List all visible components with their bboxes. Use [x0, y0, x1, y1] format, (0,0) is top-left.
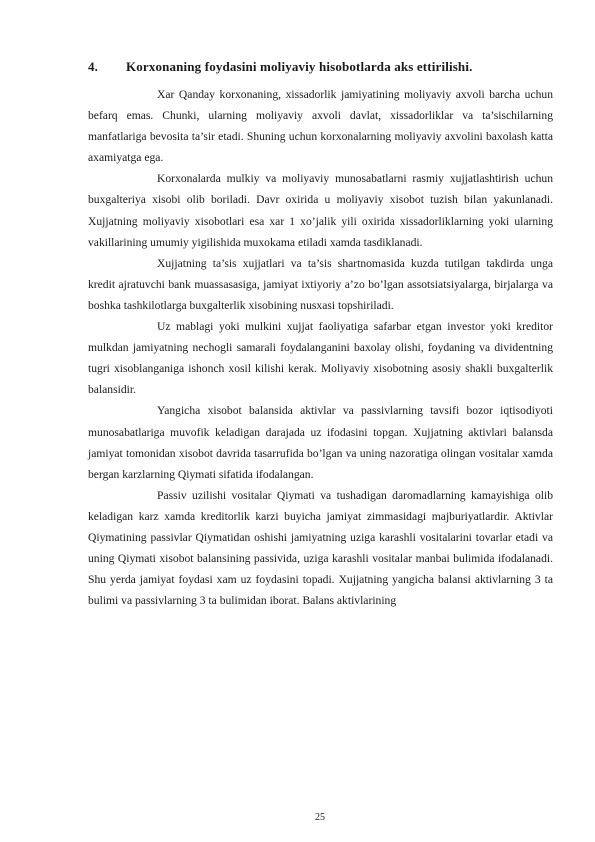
paragraph: Xujjatning ta’sis xujjatlari va ta’sis shartnomasida kuzda tutilgan takdirda unga kredit ajratuvchi bank muassasasiga, jamiyat ixtiyoriy a’zo bo’lgan assotsiatsiyalarga, birjalarga va boshka tashkilotlarga buxgalterlik xisobining nusxasi topshiriladi. — [88, 256, 553, 312]
paragraph: Uz mablagi yoki mulkini xujjat faoliyatiga safarbar etgan investor yoki kreditor mulkdan jamiyatning nechogli samarali foydalanganini baxolay olishi, foydaning va dividentning tugri xisoblanganiga ishonch xosil kilishi kerak. Moliyaviy xisobotning asosiy shakli buxgalterlik balansidir. — [88, 320, 553, 397]
document-page — [88, 57, 553, 611]
paragraph: Yangicha xisobot balansida aktivlar va passivlarning tavsifi bozor iqtisodiyoti munosabatlariga muvofik keladigan darajada uz ifodasini topgan. Xujjatning aktivlari balansda jamiyat tomonidan xisobot davrida tasarrufida bo’lgan va uning nazoratiga olingan vositalar xamda bergan karzlarning Qiymati sifatida ifodalangan. — [88, 404, 553, 481]
paragraph: Passiv uzilishi vositalar Qiymati va tushadigan daromadlarning kamayishiga olib keladigan karz xamda kreditorlik karzi buyicha jamiyat zimmasidagi majburiyatlardir. Aktivlar Qiymatining passivlar Qiymatidan oshishi jamiyatning uziga karashli vositalarini tovarlar etadi va uning Qiymati xisobot balansining passivida, uziga karashli vositalar manbai bulimida ifodalanadi. Shu yerda jamiyat foydasi xam uz foydasini topadi. Xujjatning yangicha balansi aktivlarning 3 ta bulimi va passivlarning 3 ta bulimidan iborat. Balans aktivlarining — [88, 488, 553, 608]
page-number: 25 — [315, 812, 325, 823]
section-number: 4. — [88, 59, 99, 74]
section-title: Korxonaning foydasini moliyaviy hisobotlarda aks ettirilishi. — [126, 59, 473, 74]
paragraph: Xar Qanday korxonaning, xissadorlik jamiyatining moliyaviy axvoli barcha uchun befarq emas. Chunki, ularning moliyaviy axvoli davlat, xissadorliklar va ta’sischilarning manfatlariga bevosita ta’sir etadi. Shuning uchun korxonalarning moliyaviy axvolini baxolash katta axamiyatga ega. — [88, 88, 553, 165]
section-heading — [88, 57, 553, 77]
paragraph: Korxonalarda mulkiy va moliyaviy munosabatlarni rasmiy xujjatlashtirish uchun buxgalteriya xisobi olib boriladi. Davr oxirida u moliyaviy xisobot tuzish bilan yakunlanadi. Xujjatning moliyaviy xisobotlari esa xar 1 xo’jalik yili oxirida xissadorliklarning yoki ularning vakillarining umumiy yigilishida muxokama etiladi xamda tasdiklanadi. — [88, 172, 553, 249]
